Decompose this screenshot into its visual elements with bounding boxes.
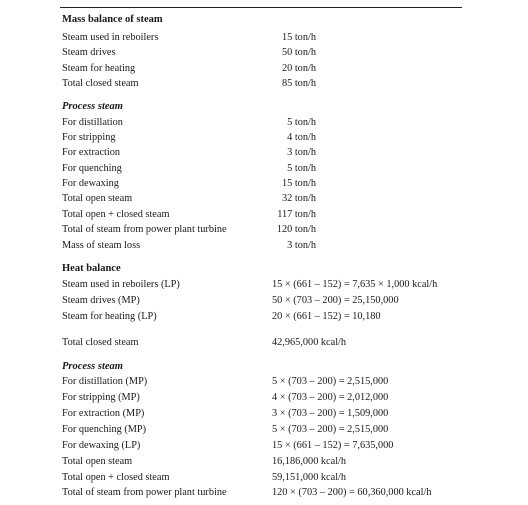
table-row [62, 335, 508, 350]
row-value: 50 × (703 – 200) = 25,150,000 [272, 295, 399, 306]
row-value: 42,965,000 kcal/h [272, 337, 347, 348]
table-row [62, 145, 508, 160]
row-value: 15 × (661 – 152) = 7,635 × 1,000 kcal/h [272, 279, 438, 290]
row-label: Total open steam [62, 193, 133, 204]
table-row [62, 454, 508, 469]
table-row [62, 176, 508, 191]
row-value: 5 ton/h [287, 117, 316, 128]
table-row [62, 293, 508, 308]
row-value: 20 ton/h [281, 63, 316, 74]
row-value: 32 ton/h [281, 193, 316, 204]
table-row [62, 277, 508, 292]
row-value: 3 ton/h [287, 147, 316, 158]
row-value: 15 ton/h [281, 178, 316, 189]
table-row [62, 485, 508, 500]
table-row [62, 161, 508, 176]
row-label: Total of steam from power plant turbine [62, 487, 227, 498]
row-value: 117 ton/h [277, 209, 316, 220]
table-row [62, 374, 508, 389]
row-label: For distillation (MP) [62, 376, 148, 387]
row-label: Steam for heating (LP) [62, 311, 157, 322]
row-value: 4 × (703 – 200) = 2,012,000 [272, 392, 389, 403]
row-value: 20 × (661 – 152) = 10,180 [272, 311, 381, 322]
section-heading-heat-balance: Heat balance [62, 263, 121, 274]
row-label: For extraction (MP) [62, 408, 145, 419]
row-label: Steam used in reboilers (LP) [62, 279, 180, 290]
row-label: For dewaxing (LP) [62, 440, 141, 451]
table-row [62, 470, 508, 485]
row-value: 3 × (703 – 200) = 1,509,000 [272, 408, 389, 419]
table-row [62, 207, 508, 222]
row-label: Total closed steam [62, 337, 139, 348]
table-row [62, 130, 508, 145]
table-row [62, 76, 508, 91]
section-heading-mass-balance: Mass balance of steam [62, 14, 163, 25]
row-label: For stripping (MP) [62, 392, 140, 403]
row-value: 50 ton/h [281, 47, 316, 58]
row-value: 16,186,000 kcal/h [272, 456, 347, 467]
table-row [62, 115, 508, 130]
row-label: For distillation [62, 117, 123, 128]
row-label: For dewaxing [62, 178, 119, 189]
section-heading-process-steam-mass: Process steam [62, 101, 123, 112]
row-label: For extraction [62, 147, 121, 158]
row-label: For quenching (MP) [62, 424, 147, 435]
row-value: 85 ton/h [281, 78, 316, 89]
row-label: Total open steam [62, 456, 133, 467]
row-label: For stripping [62, 132, 116, 143]
row-label: Total closed steam [62, 78, 139, 89]
row-label: Steam used in reboilers [62, 32, 159, 43]
row-value: 120 × (703 – 200) = 60,360,000 kcal/h [272, 487, 432, 498]
row-value: 120 ton/h [276, 224, 316, 235]
table-row [62, 191, 508, 206]
table-top-rule [60, 7, 462, 8]
row-value: 5 × (703 – 200) = 2,515,000 [272, 424, 389, 435]
row-value: 59,151,000 kcal/h [272, 472, 347, 483]
table-row [62, 238, 508, 253]
row-value: 15 ton/h [281, 32, 316, 43]
row-label: Total of steam from power plant turbine [62, 224, 227, 235]
row-label: Total open + closed steam [62, 209, 170, 220]
row-value: 3 ton/h [287, 240, 316, 251]
table-row [62, 390, 508, 405]
row-label: Total open + closed steam [62, 472, 170, 483]
row-label: For quenching [62, 163, 122, 174]
table-row [62, 438, 508, 453]
table-row [62, 309, 508, 324]
row-label: Steam drives [62, 47, 116, 58]
row-label: Steam drives (MP) [62, 295, 140, 306]
row-label: Steam for heating [62, 63, 136, 74]
row-value: 4 ton/h [287, 132, 316, 143]
table-row [62, 422, 508, 437]
table-row [62, 222, 508, 237]
row-value: 15 × (661 – 152) = 7,635,000 [272, 440, 394, 451]
table-row [62, 45, 508, 60]
table-row [62, 30, 508, 45]
row-value: 5 × (703 – 200) = 2,515,000 [272, 376, 389, 387]
section-heading-process-steam-heat: Process steam [62, 361, 123, 372]
row-value: 5 ton/h [287, 163, 316, 174]
row-label: Mass of steam loss [62, 240, 141, 251]
table-row [62, 61, 508, 76]
table-row [62, 406, 508, 421]
